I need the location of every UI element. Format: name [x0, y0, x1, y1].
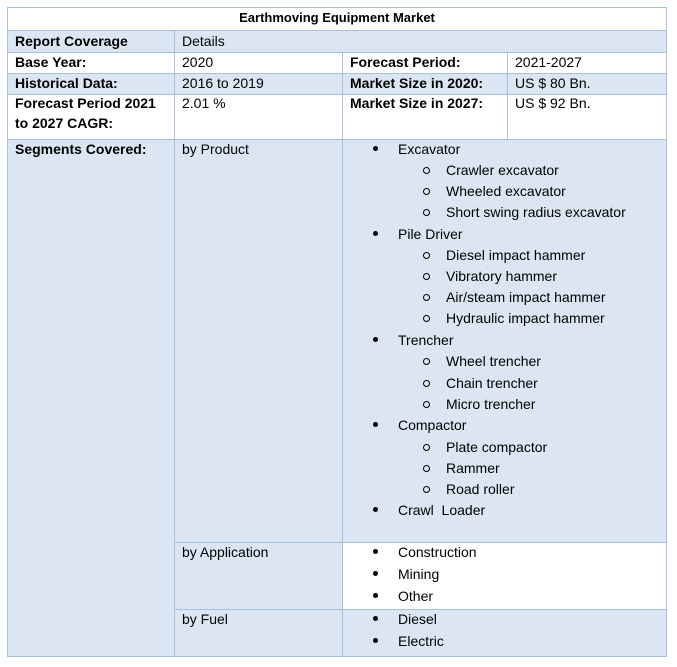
forecast-period-label: Forecast Period: [350, 54, 461, 70]
base-year-label: Base Year: [15, 54, 87, 70]
list-item: Compactor [398, 417, 467, 433]
bullet-icon [373, 616, 378, 621]
circle-bullet-icon [423, 444, 430, 451]
list-subitem: Vibratory hammer [446, 268, 558, 284]
bullet-icon [373, 507, 378, 512]
market-2020-value: US $ 80 Bn. [515, 75, 591, 91]
cagr-value: 2.01 % [182, 95, 226, 111]
circle-bullet-icon [423, 486, 430, 493]
list-item: Other [398, 588, 434, 604]
list-item: Electric [398, 633, 444, 649]
circle-bullet-icon [423, 315, 430, 322]
circle-bullet-icon [423, 167, 430, 174]
circle-bullet-icon [423, 380, 430, 387]
historical-value: 2016 to 2019 [182, 75, 264, 91]
header-details: Details [182, 33, 225, 49]
divider [7, 30, 667, 31]
circle-bullet-icon [423, 401, 430, 408]
list-item: Excavator [398, 141, 461, 157]
forecast-period-value: 2021-2027 [515, 54, 582, 70]
list-subitem: Hydraulic impact hammer [446, 310, 605, 326]
list-subitem: Road roller [446, 481, 515, 497]
bullet-icon [373, 231, 378, 236]
list-subitem: Wheeled excavator [446, 183, 566, 199]
circle-bullet-icon [423, 252, 430, 259]
list-subitem: Micro trencher [446, 396, 536, 412]
base-year-value: 2020 [182, 54, 214, 70]
list-item: Pile Driver [398, 226, 463, 242]
divider [507, 52, 508, 139]
bullet-icon [373, 337, 378, 342]
list-item: Construction [398, 544, 477, 560]
divider [342, 52, 343, 657]
cagr-label: Forecast Period 2021 [15, 95, 156, 111]
report-table [7, 7, 667, 657]
bullet-icon [373, 549, 378, 554]
circle-bullet-icon [423, 209, 430, 216]
bullet-icon [373, 146, 378, 151]
bullet-icon [373, 571, 378, 576]
segments-covered-label: Segments Covered: [15, 141, 147, 157]
by-fuel-label: by Fuel [182, 611, 228, 627]
by-product-label: by Product [182, 141, 249, 157]
list-subitem: Plate compactor [446, 439, 548, 455]
bullet-icon [373, 593, 378, 598]
list-subitem: Short swing radius excavator [446, 204, 626, 220]
list-subitem: Diesel impact hammer [446, 247, 586, 263]
list-item: Diesel [398, 611, 437, 627]
list-subitem: Chain trencher [446, 375, 538, 391]
market-2020-label: Market Size in 2020: [350, 75, 484, 91]
list-item: Crawl Loader [398, 502, 486, 518]
divider [174, 30, 175, 657]
list-item: Mining [398, 566, 440, 582]
header-report-coverage: Report Coverage [15, 33, 128, 49]
circle-bullet-icon [423, 294, 430, 301]
list-subitem: Rammer [446, 460, 500, 476]
circle-bullet-icon [423, 188, 430, 195]
list-item: Trencher [398, 332, 454, 348]
list-subitem: Air/steam impact hammer [446, 289, 606, 305]
bullet-icon [373, 638, 378, 643]
market-2027-value: US $ 92 Bn. [515, 95, 591, 111]
historical-label: Historical Data: [15, 75, 118, 91]
circle-bullet-icon [423, 358, 430, 365]
circle-bullet-icon [423, 273, 430, 280]
list-subitem: Crawler excavator [446, 162, 559, 178]
by-application-label: by Application [182, 544, 269, 560]
bullet-icon [373, 422, 378, 427]
table-title: Earthmoving Equipment Market [239, 10, 435, 25]
circle-bullet-icon [423, 465, 430, 472]
cagr-label: to 2027 CAGR: [15, 115, 114, 131]
list-subitem: Wheel trencher [446, 353, 541, 369]
market-2027-label: Market Size in 2027: [350, 95, 484, 111]
